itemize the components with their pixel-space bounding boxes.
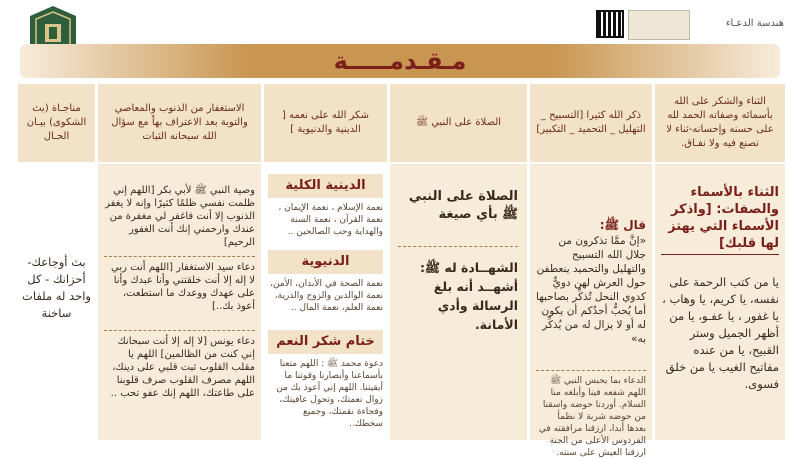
- prophet-supplication: الدعاء بما يحبس النبي ﷺ اللهم شفعه فينا وأبلغه منا السلام. أوردنا حوضه واسقنا من حوضه شربة لا نظمأ بعدها أبدا، ارزقنا مرافقته في الفردوس الأعلى من الجنة ارزقنا العيش على سنته.: [536, 370, 646, 459]
- hadith-intro: قال ﷺ:: [599, 218, 646, 232]
- hadith-quote: «إنَّ ممَّا تذكرون من جلال الله التسبيح والتهليل والتحميد ينعطفن حول العرش لهن دويٌّ كدوي النحل تُذكِّر بصاحبها أما يُحبُّ أحدُكم أن يكون له أو لا يزال له من يُذكِّر به»: [536, 235, 646, 345]
- brand-text: هندسة الدعـاء: [725, 18, 784, 29]
- column-body-gratitude: [264, 164, 387, 440]
- column-header-gratitude: شكر الله على نعمه [ الدينية والدنيوية ]: [264, 84, 387, 162]
- column-header-praise: الثناء والشكر على الله بأسمائه وصفاته الحمد لله على حسنه وإحسانه-ثناء لا تصنع فيه ولا نفـاق.: [655, 84, 785, 162]
- column-body-salah: [390, 164, 527, 440]
- page-title: مـقـدمـــــة: [333, 47, 467, 75]
- religious-blessings-body: نعمة الإسلام ، نعمة الإيمان ، نعمة القرآن ، نعمة السنة والهداية وحب الصالحين ..: [278, 203, 383, 237]
- qr-code-icon: [598, 12, 622, 36]
- divider: [398, 246, 518, 247]
- praise-title: الثناء بالأسماء والصفات: [واذكر الأسماء التي يهتز لها قلبك]: [661, 184, 779, 255]
- gratitude-ending-body: دعوة محمد ﷺ : اللهم متعنا بأسماعنا وأبصارنا وقوتنا ما أبقيتنا. اللهم إني أعوذ بك من زوال نعمتك، وتحول عافيتك، وفجاءة نقمتك، وجميع سخطك..: [276, 359, 383, 429]
- worldly-blessings-title: الدنيوية: [268, 250, 383, 274]
- gratitude-ending-title: ختام شكر النعم: [268, 330, 383, 354]
- yunus-supplication: دعاء يونس [لا إله إلا أنت سبحانك إني كنت من الظالمين] اللهم يا مقلب القلوب ثبت قلبي على دينك، اللهم مصرف القلوب صرف قلوبنا على طاعتك، اللهم إنك عفو تحب ..: [104, 330, 255, 400]
- istighfar-advice: وصية النبي ﷺ لأبي بكر [اللهم إني ظلمت نفسي ظلمًا كثيرًا وإنه لا يغفر الذنوب إلا أنت فاغفر لي مغفرة من عندك وارحمني إنك أنت الغفور الرحيم]: [105, 185, 255, 248]
- praise-body: يا من كتب الرحمة على نفسه، يا كريم، يا وهاب ، يا غفور ، يا عفـو، يا من أظهر الجميل وستر القبيح، يا من عنده مفاتيح الغيب يا من خلق فسوى.: [662, 275, 779, 391]
- shahada-text: الشهــادة له ﷺ: أشهــد أنه بلغ الرسالة وأدي الأمانة.: [419, 260, 518, 332]
- worldly-blessings-body: نعمة الصحة في الأبدان، الأمن، نعمة الوالدين والزوج والذرية، نعمة العلم، نعمة المال ..: [270, 279, 383, 313]
- complaint-body: بث أوجاعك- أحزانك - كل واحد له ملفات ساخنة: [22, 255, 91, 320]
- column-body-istighfar: [98, 164, 261, 440]
- column-header-dhikr: ذكر الله كثيرا [التسبيح _ التهليل _ التحميد _ التكبير]: [530, 84, 652, 162]
- religious-blessings-title: الدينية الكلية: [268, 174, 383, 198]
- column-header-istighfar: الاستغفار من الذنوب والمعاصي والتوبة بعد الاعتراف بهاً مع سؤال الله سبحانه الثبات: [98, 84, 261, 162]
- column-body-complaint: [18, 164, 95, 440]
- column-header-salah: الصلاة على النبي ﷺ: [390, 84, 527, 162]
- calligraphy-logo-icon: [628, 10, 690, 40]
- brand-area: [598, 6, 788, 40]
- column-body-dhikr: [530, 164, 652, 458]
- sayyid-istighfar: دعاء سيد الاستغفار [اللهم أنت ربي لا إله إلا أنت خلقتني وأنا عبدك وأنا على عهدك ووعدك ما استطعت، أعوذ بك..]: [104, 256, 255, 313]
- title-bar: [20, 44, 780, 78]
- column-body-praise: [655, 164, 785, 440]
- salah-text: الصلاة على النبي ﷺ بأي صيغة: [408, 189, 518, 222]
- column-header-complaint: مناجـاة (بث الشكوى) بيـان الحـال: [18, 84, 95, 162]
